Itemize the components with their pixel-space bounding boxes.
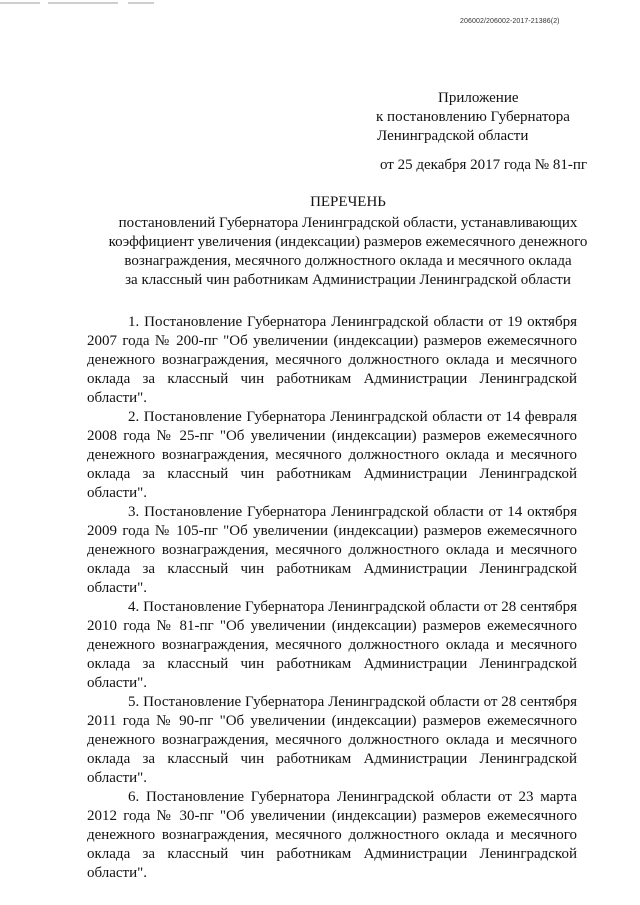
appendix-reference: к постановлению Губернатора <box>376 109 570 125</box>
document-title <box>60 193 636 290</box>
title-line: вознаграждения, месячного должностного оклада и месячного оклада <box>124 253 572 269</box>
title-line: постановлений Губернатора Ленинградской области, устанавливающих <box>118 215 578 231</box>
list-item: 3. Постановление Губернатора Ленинградской области от 14 октября 2009 года № 105-пг "Об увеличении (индексации) размеров ежемесячного денежного вознаграждения, месячного должностного оклада и месячного оклада за классный чин работникам Администрации Ленинградской области". <box>87 504 577 596</box>
list-item: 5. Постановление Губернатора Ленинградской области от 28 сентября 2011 года № 90-пг "Об увеличении (индексации) размеров ежемесячного денежного вознаграждения, месячного должностного оклада и месячного оклада за классный чин работникам Администрации Ленинградской области". <box>87 694 577 786</box>
list-item: 6. Постановление Губернатора Ленинградской области от 23 марта 2012 года № 30-пг "Об увеличении (индексации) размеров ежемесячного денежного вознаграждения, месячного должностного оклада и месячного оклада за классный чин работникам Администрации Ленинградской области". <box>87 789 577 881</box>
title-line: коэффициент увеличения (индексации) размеров ежемесячного денежного <box>108 234 588 250</box>
decree-list <box>87 313 577 883</box>
appendix-label: Приложение <box>438 90 519 106</box>
title-heading: ПЕРЕЧЕНЬ <box>310 194 386 210</box>
list-item: 1. Постановление Губернатора Ленинградской области от 19 октября 2007 года № 200-пг "Об увеличении (индексации) размеров ежемесячного денежного вознаграждения, месячного должностного оклада и месячного оклада за классный чин работникам Администрации Ленинградской области". <box>87 314 577 406</box>
title-line: за классный чин работникам Администрации Ленинградской области <box>125 272 571 288</box>
appendix-block <box>376 89 587 175</box>
document-number: 206002/206002-2017-21386(2) <box>460 18 560 25</box>
appendix-region: Ленинградской области <box>377 128 529 144</box>
scan-artifact-strip <box>0 0 640 6</box>
list-item: 4. Постановление Губернатора Ленинградской области от 28 сентября 2010 года № 81-пг "Об увеличении (индексации) размеров ежемесячного денежного вознаграждения, месячного должностного оклада и месячного оклада за классный чин работникам Администрации Ленинградской области". <box>87 599 577 691</box>
list-item: 2. Постановление Губернатора Ленинградской области от 14 февраля 2008 года № 25-пг "Об увеличении (индексации) размеров ежемесячного денежного вознаграждения, месячного должностного оклада и месячного оклада за классный чин работникам Администрации Ленинградской области". <box>87 409 577 501</box>
appendix-date: от 25 декабря 2017 года № 81-пг <box>380 157 588 173</box>
